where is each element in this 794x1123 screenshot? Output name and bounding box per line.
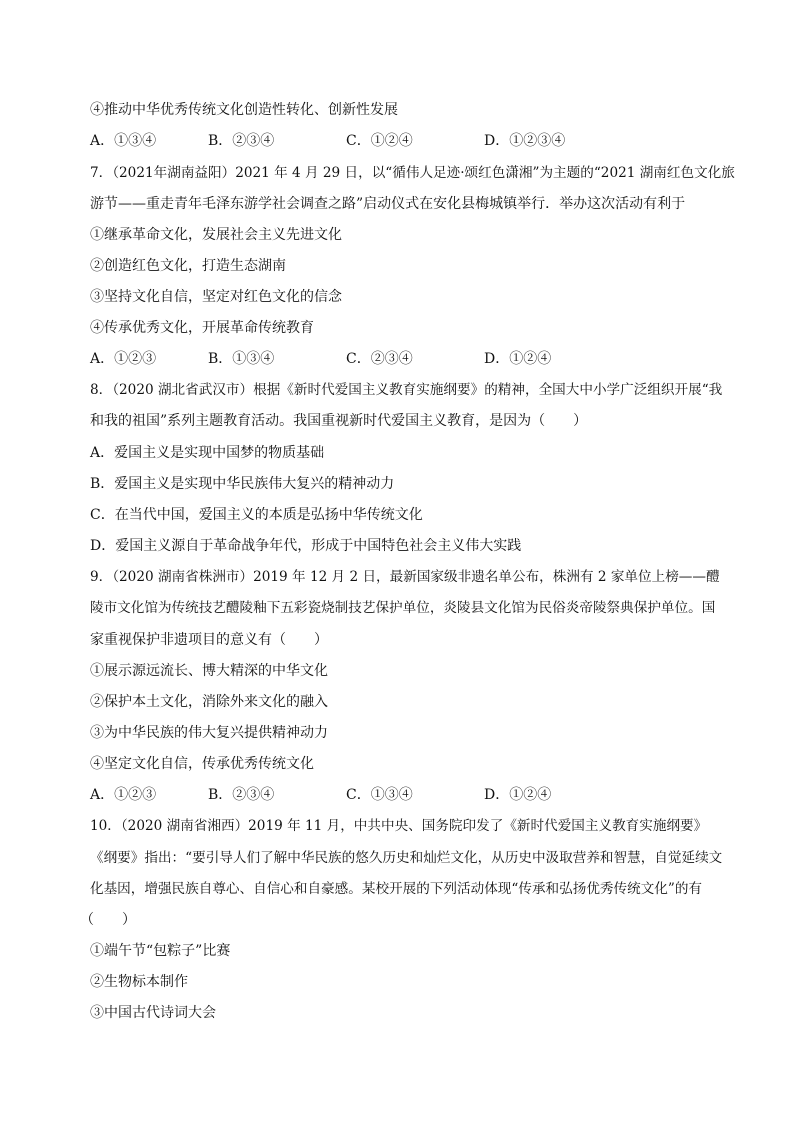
q7-item-2: ②创造红色文化，打造生态湖南 [90,258,286,274]
q9-stem-line-1: 9．（2020 湖南省株洲市）2019 年 12 月 2 日，最新国家级非遗名单公布，株洲有 2 家单位上榜——醴 [90,569,720,585]
q10-item-1: ①端午节“包粽子”比赛 [90,943,231,959]
q9-item-2: ②保护本土文化，消除外来文化的融入 [90,694,328,710]
q6-option-a[interactable]: A．①③④ [90,133,157,149]
q8-choice-a[interactable]: A．爱国主义是实现中国梦的物质基础 [90,445,325,461]
q10-item-2: ②生物标本制作 [90,974,188,990]
q8-stem-line-2: 和我的祖国”系列主题教育活动。我国重视新时代爱国主义教育，是因为（ ） [90,413,588,429]
q9-stem-line-2: 陵市文化馆为传统技艺醴陵釉下五彩瓷烧制技艺保护单位，炎陵县文化馆为民俗炎帝陵祭典保护单位。国 [90,600,716,616]
q9-option-d[interactable]: D．①②④ [484,787,552,803]
q6-option-d[interactable]: D．①②③④ [484,133,566,149]
q7-option-c[interactable]: C．②③④ [346,351,413,367]
q6-options [90,131,590,151]
q7-option-d[interactable]: D．①②④ [484,351,552,367]
q8-choice-d[interactable]: D．爱国主义源自于革命战争年代，形成于中国特色社会主义伟大实践 [90,538,522,554]
q9-item-3: ③为中华民族的伟大复兴提供精神动力 [90,725,328,741]
q9-stem-line-3: 家重视保护非遗项目的意义有（ ） [90,632,328,648]
q9-option-c[interactable]: C．①③④ [346,787,413,803]
q7-item-1: ①继承革命文化，发展社会主义先进文化 [90,227,342,243]
q8-choice-c[interactable]: C．在当代中国，爱国主义的本质是弘扬中华传统文化 [90,507,423,523]
q9-option-b[interactable]: B．②③④ [208,787,275,803]
q7-stem-line-2: 游节——重走青年毛泽东游学社会调查之路”启动仪式在安化县梅城镇举行．举办这次活动有利于 [90,196,686,212]
q7-option-a[interactable]: A．①②③ [90,351,157,367]
q9-option-a[interactable]: A．①②③ [90,787,157,803]
q6-item-4: ④推动中华优秀传统文化创造性转化、创新性发展 [90,102,398,118]
q9-item-4: ④坚定文化自信，传承优秀传统文化 [90,756,314,772]
q7-options [90,349,590,369]
q7-stem-line-1: 7．（2021年湖南益阳）2021 年 4 月 29 日，以“循伟人足迹·颂红色潇湘”为主题的“2021 湖南红色文化旅 [90,165,735,181]
q10-item-3: ③中国古代诗词大会 [90,1005,216,1021]
q10-stem-line-2: 《纲要》指出：“要引导人们了解中华民族的悠久历史和灿烂文化，从历史中汲取营养和智慧，自觉延续文 [90,850,723,866]
q6-option-b[interactable]: B．②③④ [208,133,275,149]
q8-choice-b[interactable]: B．爱国主义是实现中华民族伟大复兴的精神动力 [90,476,395,492]
q8-stem-line-1: 8．（2020 湖北省武汉市）根据《新时代爱国主义教育实施纲要》的精神，全国大中小学广泛组织开展“我 [90,382,723,398]
q9-options [90,785,590,805]
q7-item-4: ④传承优秀文化，开展革命传统教育 [90,320,314,336]
q10-stem-line-1: 10．（2020 湖南省湘西）2019 年 11 月，中共中央、国务院印发了《新时代爱国主义教育实施纲要》 [90,818,708,834]
q7-option-b[interactable]: B．①③④ [208,351,275,367]
q7-item-3: ③坚持文化自信，坚定对红色文化的信念 [90,289,342,305]
q10-stem-line-3: 化基因，增强民族自尊心、自信心和自豪感。某校开展的下列活动体现“传承和弘扬优秀传统文化”的有 [90,881,703,897]
q9-item-1: ①展示源远流长、博大精深的中华文化 [90,663,328,679]
q6-option-c[interactable]: C．①②④ [346,133,413,149]
q10-answer-blank: （ ） [80,912,136,928]
